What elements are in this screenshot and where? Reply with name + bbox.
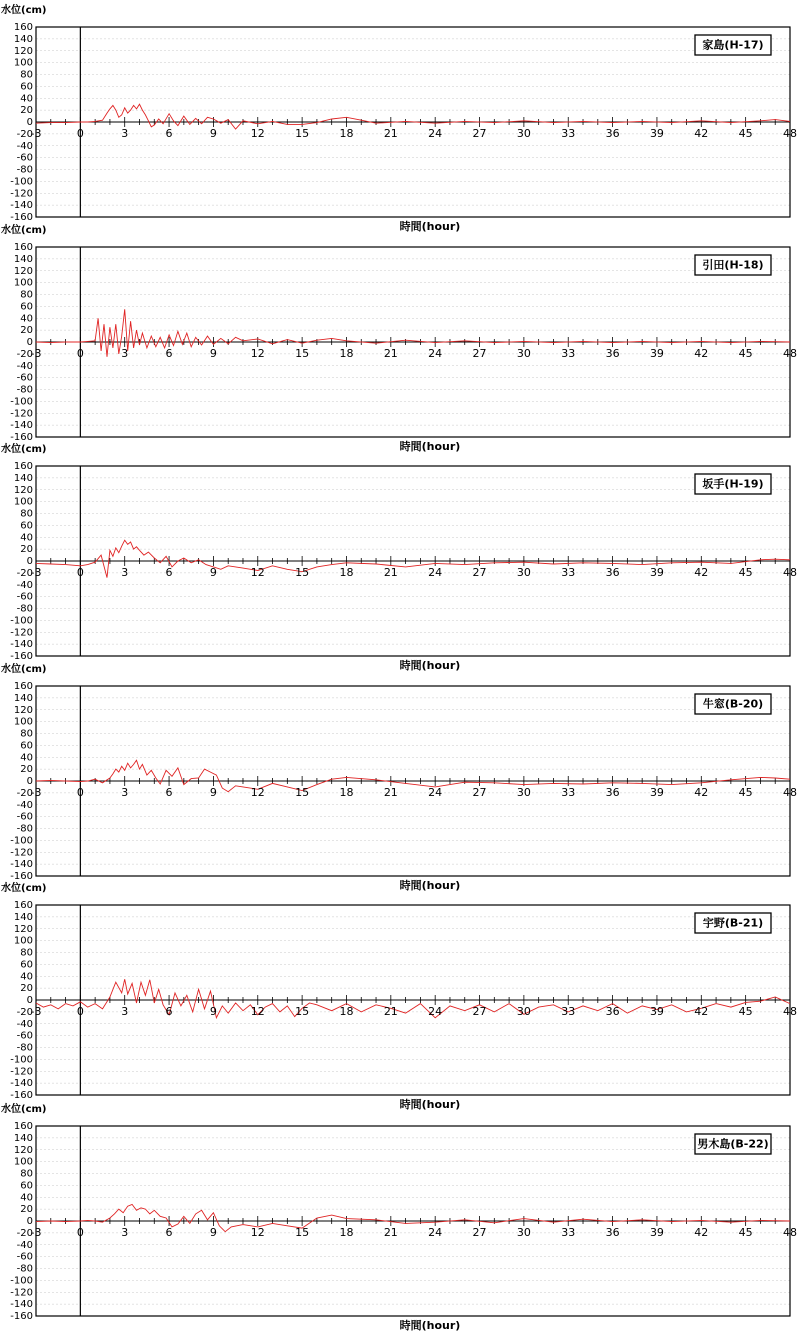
y-tick-label: -160 — [10, 212, 33, 223]
x-tick-label: 45 — [738, 127, 753, 140]
x-tick-label: 3 — [121, 1226, 129, 1239]
y-tick-label: -120 — [10, 1287, 33, 1299]
x-tick-label: 39 — [649, 127, 664, 140]
x-tick-label: 3 — [121, 127, 129, 140]
y-tick-label: 120 — [13, 265, 33, 277]
x-tick-label: 42 — [694, 566, 709, 579]
x-axis-label: 時間(hour) — [399, 440, 461, 453]
x-tick-label: 42 — [694, 127, 709, 140]
chart-panel-3 — [1, 442, 797, 672]
y-tick-label: 20 — [20, 1204, 33, 1216]
x-tick-label: 15 — [295, 566, 310, 579]
water-level-series — [36, 104, 790, 129]
x-tick-label: 18 — [339, 127, 354, 140]
x-tick-label: 24 — [428, 786, 443, 799]
x-tick-label: -3 — [30, 786, 42, 799]
y-tick-label: -20 — [16, 348, 33, 360]
x-tick-label: 9 — [209, 347, 217, 360]
x-tick-label: -3 — [30, 347, 42, 360]
y-tick-label: -60 — [16, 811, 33, 823]
x-tick-label: 18 — [339, 1226, 354, 1239]
y-tick-label: -20 — [16, 128, 33, 140]
x-tick-label: 9 — [209, 1005, 217, 1018]
y-tick-label: -140 — [10, 1078, 33, 1090]
x-tick-label: 24 — [428, 347, 443, 360]
x-tick-label: 21 — [383, 127, 398, 140]
x-tick-label: 0 — [76, 786, 84, 799]
x-tick-label: 18 — [339, 1005, 354, 1018]
x-tick-label: 3 — [121, 786, 129, 799]
x-tick-label: 6 — [165, 127, 173, 140]
x-tick-label: 15 — [295, 347, 310, 360]
y-tick-label: -100 — [10, 835, 33, 847]
x-tick-label: 48 — [783, 566, 797, 579]
y-tick-label: -120 — [10, 1066, 33, 1078]
x-tick-label: 9 — [209, 1226, 217, 1239]
x-tick-label: 39 — [649, 1005, 664, 1018]
y-tick-label: 0 — [26, 995, 33, 1006]
y-tick-label: 80 — [20, 1168, 33, 1180]
y-tick-label: 20 — [20, 544, 33, 556]
x-tick-label: 27 — [472, 1226, 487, 1239]
x-tick-label: 15 — [295, 127, 310, 140]
x-tick-label: 33 — [561, 786, 576, 799]
station-label: 家島(H-17) — [702, 38, 764, 52]
x-tick-label: 0 — [76, 1005, 84, 1018]
x-tick-label: 6 — [165, 786, 173, 799]
x-tick-label: 9 — [209, 566, 217, 579]
x-tick-label: 6 — [165, 566, 173, 579]
y-tick-label: 60 — [20, 959, 33, 971]
x-tick-label: -3 — [30, 127, 42, 140]
x-tick-label: 33 — [561, 1226, 576, 1239]
x-tick-label: 12 — [250, 1005, 265, 1018]
x-tick-label: 39 — [649, 1226, 664, 1239]
water-level-series — [36, 1204, 790, 1231]
x-tick-label: 27 — [472, 1005, 487, 1018]
x-tick-label: 24 — [428, 566, 443, 579]
x-tick-label: 27 — [472, 566, 487, 579]
x-tick-label: 12 — [250, 347, 265, 360]
y-tick-label: -40 — [16, 579, 33, 591]
x-tick-label: 36 — [605, 566, 620, 579]
y-tick-label: -120 — [10, 188, 33, 200]
y-tick-label: -40 — [16, 360, 33, 372]
chart-panel-5 — [1, 881, 797, 1111]
x-tick-label: 45 — [738, 1226, 753, 1239]
x-tick-label: 21 — [383, 786, 398, 799]
x-tick-label: 42 — [694, 1005, 709, 1018]
y-tick-label: -160 — [10, 871, 33, 882]
station-label: 宇野(B-21) — [702, 916, 764, 930]
x-tick-label: 18 — [339, 566, 354, 579]
y-tick-label: 100 — [13, 57, 33, 69]
y-tick-label: 100 — [13, 277, 33, 289]
y-tick-label: -80 — [16, 1042, 33, 1054]
y-tick-label: -100 — [10, 396, 33, 408]
y-tick-label: 40 — [20, 532, 33, 544]
y-tick-label: 160 — [13, 22, 33, 33]
y-tick-label: 80 — [20, 947, 33, 959]
y-tick-label: 120 — [13, 704, 33, 716]
y-tick-label: 100 — [13, 716, 33, 728]
x-tick-label: 30 — [516, 127, 531, 140]
y-tick-label: 160 — [13, 1121, 33, 1132]
y-axis-label: 水位(cm) — [1, 883, 47, 894]
y-tick-label: 0 — [26, 337, 33, 348]
y-tick-label: -100 — [10, 615, 33, 627]
y-tick-label: 40 — [20, 93, 33, 105]
x-tick-label: 30 — [516, 786, 531, 799]
x-tick-label: 27 — [472, 347, 487, 360]
y-tick-label: 0 — [26, 1216, 33, 1227]
y-tick-label: 100 — [13, 935, 33, 947]
x-tick-label: 0 — [76, 566, 84, 579]
y-tick-label: 140 — [13, 1132, 33, 1144]
y-tick-label: 100 — [13, 496, 33, 508]
y-tick-label: 140 — [13, 472, 33, 484]
x-tick-label: 36 — [605, 1226, 620, 1239]
y-tick-label: -120 — [10, 627, 33, 639]
water-level-series — [36, 309, 790, 357]
y-tick-label: -140 — [10, 200, 33, 212]
x-tick-label: 36 — [605, 1005, 620, 1018]
y-tick-label: 0 — [26, 556, 33, 567]
x-tick-label: 42 — [694, 786, 709, 799]
x-tick-label: 33 — [561, 1005, 576, 1018]
y-tick-label: -120 — [10, 408, 33, 420]
x-tick-label: 9 — [209, 786, 217, 799]
x-tick-label: 45 — [738, 566, 753, 579]
y-tick-label: 120 — [13, 45, 33, 57]
x-tick-label: 39 — [649, 347, 664, 360]
x-tick-label: 21 — [383, 1005, 398, 1018]
x-tick-label: 45 — [738, 786, 753, 799]
x-axis-label: 時間(hour) — [399, 879, 461, 892]
y-tick-label: 100 — [13, 1156, 33, 1168]
y-tick-label: 80 — [20, 69, 33, 81]
x-tick-label: 36 — [605, 127, 620, 140]
chart-panel-6 — [1, 1102, 797, 1332]
x-tick-label: 48 — [783, 1226, 797, 1239]
x-tick-label: 36 — [605, 347, 620, 360]
x-tick-label: 3 — [121, 347, 129, 360]
x-tick-label: 0 — [76, 127, 84, 140]
x-tick-label: 48 — [783, 1005, 797, 1018]
y-tick-label: -20 — [16, 787, 33, 799]
y-tick-label: -20 — [16, 567, 33, 579]
x-tick-label: 21 — [383, 347, 398, 360]
x-tick-label: 24 — [428, 127, 443, 140]
y-tick-label: 0 — [26, 776, 33, 787]
x-tick-label: -3 — [30, 1226, 42, 1239]
y-tick-label: -80 — [16, 1263, 33, 1275]
x-tick-label: 48 — [783, 786, 797, 799]
x-tick-label: 45 — [738, 347, 753, 360]
x-tick-label: 15 — [295, 1005, 310, 1018]
y-tick-label: -140 — [10, 639, 33, 651]
x-tick-label: 21 — [383, 1226, 398, 1239]
x-tick-label: 12 — [250, 786, 265, 799]
x-tick-label: 33 — [561, 347, 576, 360]
y-tick-label: 120 — [13, 484, 33, 496]
y-tick-label: 60 — [20, 520, 33, 532]
y-tick-label: -160 — [10, 432, 33, 443]
station-label: 坂手(H-19) — [702, 477, 764, 491]
y-axis-label: 水位(cm) — [1, 444, 47, 455]
y-tick-label: 120 — [13, 1144, 33, 1156]
y-tick-label: -40 — [16, 140, 33, 152]
y-tick-label: -20 — [16, 1006, 33, 1018]
y-tick-label: -140 — [10, 859, 33, 871]
x-axis-label: 時間(hour) — [399, 659, 461, 672]
y-tick-label: 20 — [20, 983, 33, 995]
y-tick-label: -80 — [16, 603, 33, 615]
y-tick-label: -60 — [16, 1030, 33, 1042]
y-tick-label: 60 — [20, 1180, 33, 1192]
station-label: 引田(H-18) — [702, 258, 764, 272]
x-tick-label: 33 — [561, 127, 576, 140]
y-tick-label: 160 — [13, 681, 33, 692]
water-level-series — [36, 540, 790, 577]
x-tick-label: 24 — [428, 1005, 443, 1018]
x-tick-label: 36 — [605, 786, 620, 799]
x-tick-label: 3 — [121, 566, 129, 579]
y-tick-label: 20 — [20, 764, 33, 776]
x-tick-label: 42 — [694, 347, 709, 360]
y-tick-label: -160 — [10, 651, 33, 662]
x-tick-label: -3 — [30, 566, 42, 579]
y-tick-label: -120 — [10, 847, 33, 859]
x-tick-label: 6 — [165, 347, 173, 360]
y-tick-label: -140 — [10, 1299, 33, 1311]
y-tick-label: -60 — [16, 152, 33, 164]
y-tick-label: -100 — [10, 176, 33, 188]
y-tick-label: -20 — [16, 1227, 33, 1239]
y-tick-label: 20 — [20, 325, 33, 337]
x-tick-label: 24 — [428, 1226, 443, 1239]
x-tick-label: 42 — [694, 1226, 709, 1239]
x-tick-label: 48 — [783, 347, 797, 360]
y-tick-label: 0 — [26, 117, 33, 128]
y-tick-label: 60 — [20, 301, 33, 313]
x-tick-label: 18 — [339, 347, 354, 360]
y-tick-label: 160 — [13, 242, 33, 253]
y-tick-label: 160 — [13, 900, 33, 911]
x-tick-label: 12 — [250, 1226, 265, 1239]
y-tick-label: 160 — [13, 461, 33, 472]
station-label: 男木島(B-22) — [697, 1137, 769, 1151]
x-axis-label: 時間(hour) — [399, 1098, 461, 1111]
x-tick-label: 0 — [76, 347, 84, 360]
y-tick-label: -140 — [10, 420, 33, 432]
y-tick-label: -100 — [10, 1275, 33, 1287]
y-tick-label: -160 — [10, 1311, 33, 1322]
y-tick-label: -80 — [16, 384, 33, 396]
y-tick-label: -160 — [10, 1090, 33, 1101]
y-tick-label: 60 — [20, 81, 33, 93]
y-tick-label: 140 — [13, 253, 33, 265]
y-tick-label: -100 — [10, 1054, 33, 1066]
y-tick-label: -60 — [16, 1251, 33, 1263]
y-tick-label: 80 — [20, 728, 33, 740]
y-axis-label: 水位(cm) — [1, 664, 47, 675]
chart-panel-1 — [1, 3, 797, 233]
x-tick-label: 18 — [339, 786, 354, 799]
x-tick-label: 6 — [165, 1226, 173, 1239]
x-tick-label: 30 — [516, 347, 531, 360]
x-tick-label: 6 — [165, 1005, 173, 1018]
x-tick-label: 30 — [516, 1226, 531, 1239]
x-tick-label: 39 — [649, 786, 664, 799]
x-tick-label: 3 — [121, 1005, 129, 1018]
x-tick-label: 9 — [209, 127, 217, 140]
x-tick-label: 0 — [76, 1226, 84, 1239]
y-tick-label: 80 — [20, 508, 33, 520]
y-tick-label: -60 — [16, 372, 33, 384]
y-tick-label: 40 — [20, 1192, 33, 1204]
x-tick-label: 15 — [295, 786, 310, 799]
x-tick-label: 48 — [783, 127, 797, 140]
x-tick-label: 12 — [250, 566, 265, 579]
y-tick-label: 140 — [13, 911, 33, 923]
x-tick-label: -3 — [30, 1005, 42, 1018]
y-tick-label: -80 — [16, 164, 33, 176]
x-tick-label: 30 — [516, 1005, 531, 1018]
x-tick-label: 27 — [472, 127, 487, 140]
y-axis-label: 水位(cm) — [1, 225, 47, 236]
x-axis-label: 時間(hour) — [399, 1319, 461, 1332]
y-tick-label: -40 — [16, 1018, 33, 1030]
y-tick-label: 120 — [13, 923, 33, 935]
y-tick-label: 40 — [20, 752, 33, 764]
x-tick-label: 30 — [516, 566, 531, 579]
y-tick-label: 20 — [20, 105, 33, 117]
y-tick-label: 40 — [20, 971, 33, 983]
y-tick-label: -60 — [16, 591, 33, 603]
x-tick-label: 33 — [561, 566, 576, 579]
station-label: 牛窓(B-20) — [702, 697, 764, 711]
x-tick-label: 27 — [472, 786, 487, 799]
x-axis-label: 時間(hour) — [399, 220, 461, 233]
x-tick-label: 45 — [738, 1005, 753, 1018]
y-tick-label: 80 — [20, 289, 33, 301]
y-tick-label: -40 — [16, 1239, 33, 1251]
y-axis-label: 水位(cm) — [1, 1104, 47, 1115]
y-tick-label: 140 — [13, 692, 33, 704]
water-level-series — [36, 760, 790, 792]
y-tick-label: -40 — [16, 799, 33, 811]
y-tick-label: 40 — [20, 313, 33, 325]
chart-panel-4 — [1, 662, 797, 892]
x-tick-label: 15 — [295, 1226, 310, 1239]
y-axis-label: 水位(cm) — [1, 5, 47, 16]
chart-panel-2 — [1, 223, 797, 453]
x-tick-label: 39 — [649, 566, 664, 579]
y-tick-label: 60 — [20, 740, 33, 752]
x-tick-label: 21 — [383, 566, 398, 579]
x-tick-label: 12 — [250, 127, 265, 140]
y-tick-label: -80 — [16, 823, 33, 835]
y-tick-label: 140 — [13, 33, 33, 45]
